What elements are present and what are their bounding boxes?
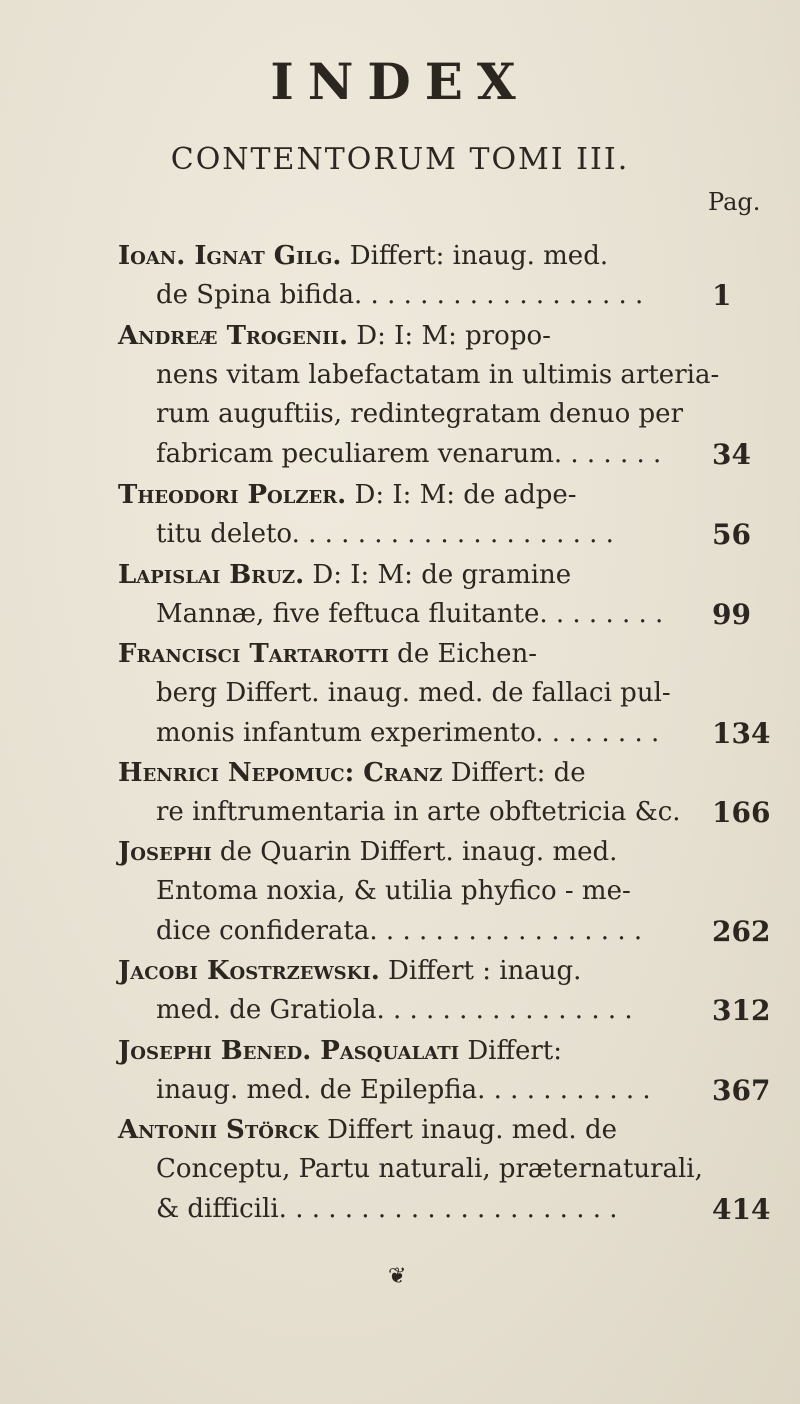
entry-author: Ioan. Ignat Gilg. xyxy=(118,241,342,271)
entry-text: dice confiderata. . . . . . . . . . . . . . . . . xyxy=(156,916,643,946)
entry-page-number: 312 xyxy=(712,994,771,1027)
entry-text: Differt: xyxy=(459,1036,562,1066)
entry-author: Henrici Nepomuc: Cranz xyxy=(118,758,443,788)
page-column-label: Pag. xyxy=(708,188,761,216)
entry-text: Differt : inaug. xyxy=(379,956,582,986)
index-entry-line xyxy=(118,638,537,670)
entry-author: Theodori Polzer. xyxy=(118,480,347,510)
entry-text: inaug. med. de Epilepfia. . . . . . . . . . . xyxy=(156,1075,651,1105)
entry-text: monis infantum experimento. . . . . . . . xyxy=(156,718,660,748)
entry-text: de Spina bifida. . . . . . . . . . . . . . . . . . xyxy=(156,280,644,310)
entry-text: Conceptu, Partu naturali, præternaturali, xyxy=(156,1154,703,1184)
entry-author: Antonii Störck xyxy=(118,1115,319,1145)
entry-author: Jacobi Kostrzewski. xyxy=(118,956,380,986)
index-entry-line xyxy=(156,1153,703,1185)
entry-text: D: I: M: propo- xyxy=(348,321,551,351)
entry-page-number: 56 xyxy=(712,518,751,551)
index-entry-line xyxy=(118,1114,617,1146)
entry-page-number: 34 xyxy=(712,438,751,471)
index-entry-line xyxy=(156,677,671,709)
page-title: INDEX xyxy=(270,52,530,111)
entry-text: Differt inaug. med. de xyxy=(318,1115,617,1145)
entry-page-number: 1 xyxy=(712,279,732,312)
entry-text: rum auguftiis, redintegratam denuo per xyxy=(156,399,683,429)
entry-text: berg Differt. inaug. med. de fallaci pul- xyxy=(156,678,671,708)
entry-text: de Eichen- xyxy=(388,639,537,669)
index-entry-line xyxy=(156,994,633,1026)
index-entry-line xyxy=(118,757,586,789)
entry-text: re inftrumentaria in arte obftetricia &c. xyxy=(156,797,681,827)
entry-text: Mannæ, five feftuca fluitante. . . . . . . . xyxy=(156,599,664,629)
entry-text: & difficili. . . . . . . . . . . . . . . . . . . . . xyxy=(156,1194,618,1224)
entry-page-number: 367 xyxy=(712,1074,771,1107)
index-entry-line xyxy=(156,717,659,749)
index-entry-line xyxy=(156,875,631,907)
index-entry-line xyxy=(156,1193,618,1225)
entry-page-number: 414 xyxy=(712,1193,771,1226)
index-entry-line xyxy=(118,955,581,987)
index-entry-line xyxy=(156,398,683,430)
entry-page-number: 134 xyxy=(712,717,771,750)
entry-text: nens vitam labefactatam in ultimis arteria- xyxy=(156,360,720,390)
index-entry-line xyxy=(156,438,661,470)
index-entry-line xyxy=(118,479,577,511)
index-entry-line xyxy=(156,279,643,311)
entry-text: D: I: M: de gramine xyxy=(304,560,572,590)
index-entry-line xyxy=(118,240,608,272)
index-entry-line xyxy=(156,359,719,391)
index-entry-line xyxy=(118,1035,562,1067)
index-entry-line xyxy=(118,320,551,352)
entry-author: Josephi Bened. Pasqualati xyxy=(118,1036,460,1066)
entry-text: fabricam peculiarem venarum. . . . . . . xyxy=(156,439,662,469)
index-entry-line xyxy=(156,518,614,550)
index-entry-line xyxy=(118,836,617,868)
entry-page-number: 99 xyxy=(712,598,751,631)
entry-author: Andreæ Trogenii. xyxy=(118,321,349,351)
index-entry-line xyxy=(118,559,571,591)
entry-page-number: 166 xyxy=(712,796,771,829)
page-subtitle: CONTENTORUM TOMI III. xyxy=(170,142,630,177)
index-entry-line xyxy=(156,915,642,947)
entry-page-number: 262 xyxy=(712,915,771,948)
entry-text: Entoma noxia, & utilia phyfico - me- xyxy=(156,876,631,906)
entry-text: titu deleto. . . . . . . . . . . . . . . . . . . . xyxy=(156,519,614,549)
index-entry-line xyxy=(156,598,663,630)
decorative-ornament-icon: ❦ xyxy=(388,1264,407,1289)
entry-author: Francisci Tartarotti xyxy=(118,639,389,669)
entry-text: Differt: inaug. med. xyxy=(341,241,609,271)
entry-author: Lapislai Bruz. xyxy=(118,560,305,590)
index-entry-line xyxy=(156,1074,651,1106)
entry-author: Josephi xyxy=(118,837,212,867)
entry-text: med. de Gratiola. . . . . . . . . . . . . . . . xyxy=(156,995,633,1025)
entry-text: Differt: de xyxy=(442,758,586,788)
entry-text: D: I: M: de adpe- xyxy=(346,480,577,510)
entry-text: de Quarin Differt. inaug. med. xyxy=(211,837,618,867)
index-entry-line xyxy=(156,796,681,828)
